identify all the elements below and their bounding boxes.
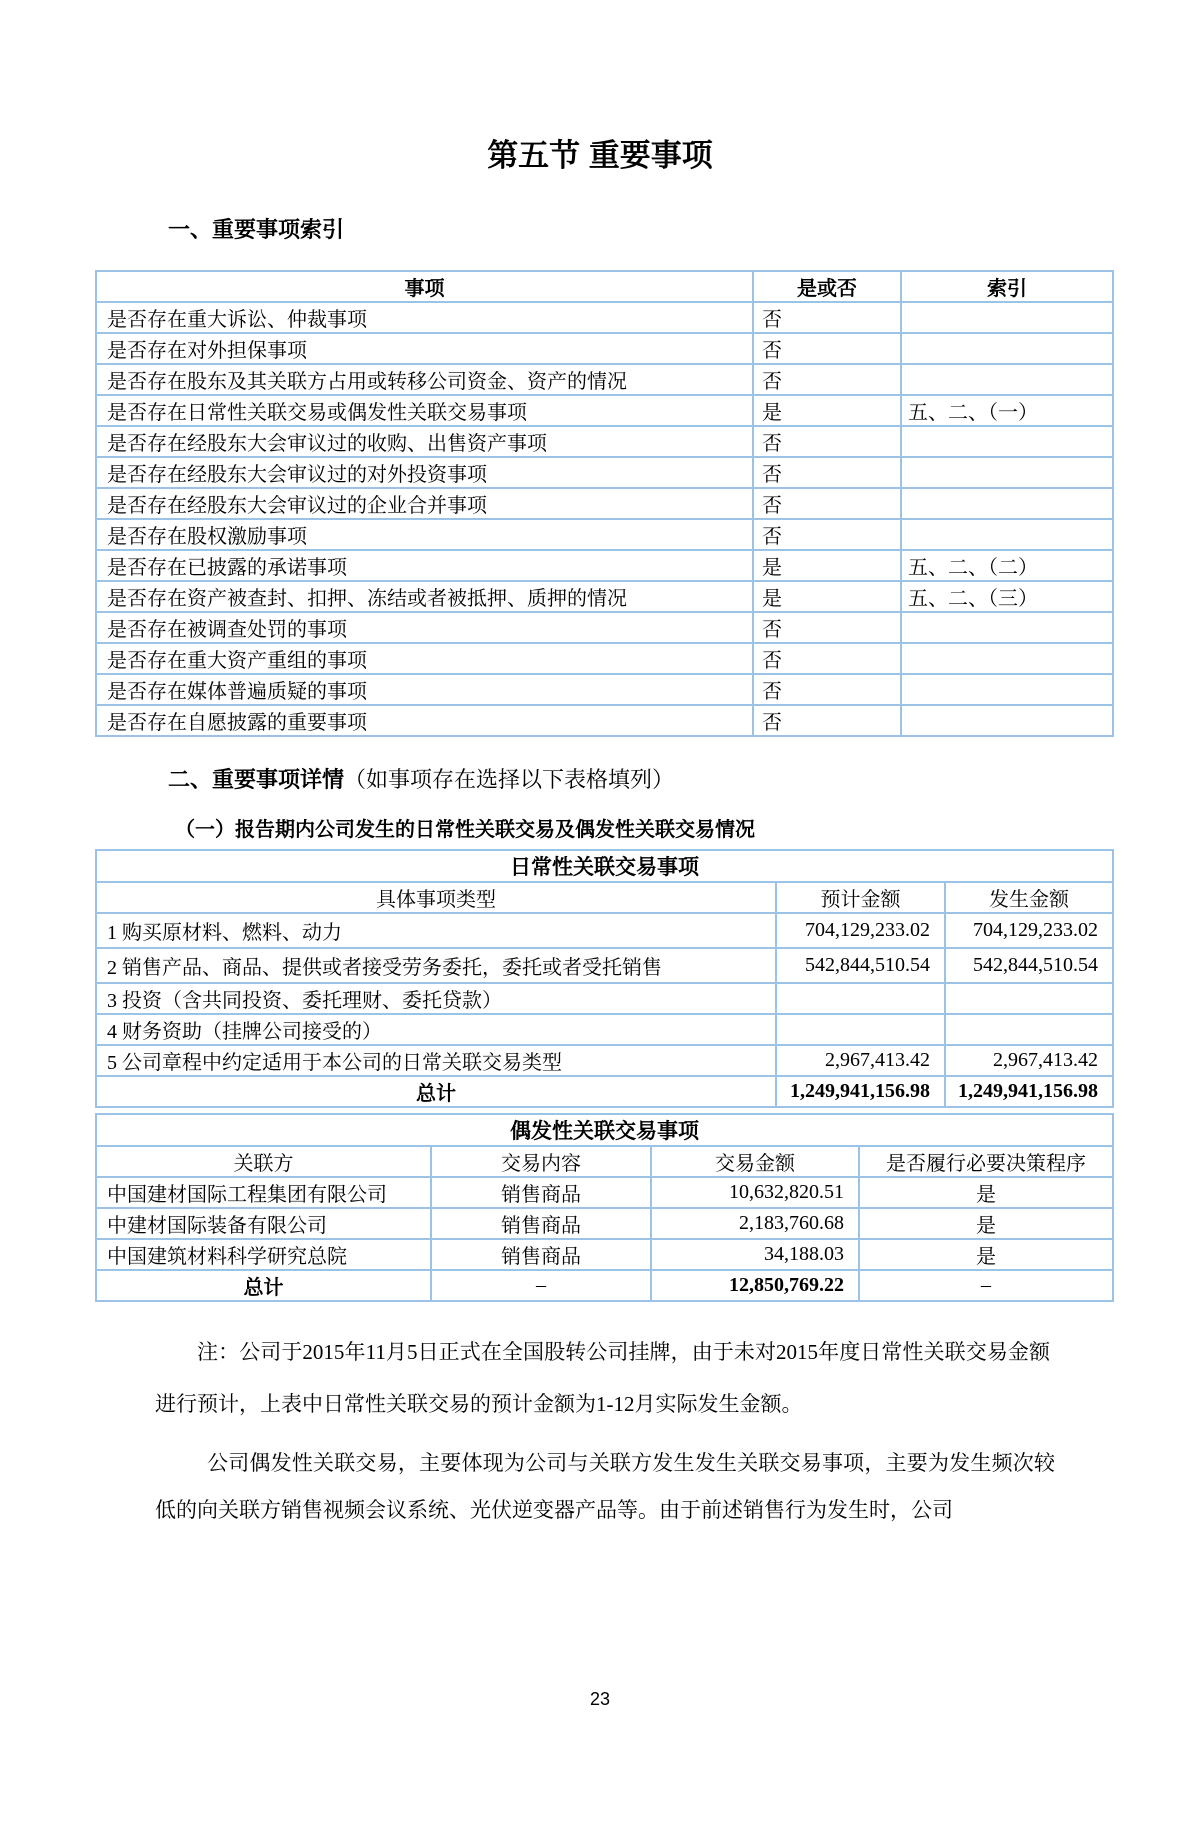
item-cell: 是否存在重大诉讼、仲裁事项: [96, 302, 753, 333]
total-amount-cell: 12,850,769.22: [651, 1270, 859, 1301]
type-cell: 2 销售产品、商品、提供或者接受劳务委托，委托或者受托销售: [96, 948, 776, 983]
index-cell: [901, 302, 1113, 333]
yesno-cell: 否: [753, 519, 901, 550]
total-label-cell: 总计: [96, 1270, 431, 1301]
table-row: [96, 705, 1113, 736]
yesno-cell: 是: [753, 395, 901, 426]
section-index-heading: 一、重要事项索引: [168, 217, 345, 242]
occasional-related-party-table: [95, 1113, 1114, 1302]
section-detail-heading: [168, 765, 1200, 795]
index-cell: [901, 364, 1113, 395]
yesno-cell: 是: [753, 550, 901, 581]
yesno-cell: 否: [753, 426, 901, 457]
page-title: 第五节 重要事项: [487, 138, 713, 173]
index-cell: [901, 674, 1113, 705]
actual-amount-cell: 704,129,233.02: [945, 913, 1113, 948]
column-header-amount: 交易金额: [651, 1146, 859, 1177]
table-row: [96, 643, 1113, 674]
table-total-row: [96, 1076, 1113, 1107]
total-content-dash-cell: –: [431, 1270, 651, 1301]
item-cell: 是否存在自愿披露的重要事项: [96, 705, 753, 736]
occasional-table-title: 偶发性关联交易事项: [96, 1114, 1113, 1146]
index-cell: [901, 426, 1113, 457]
item-cell: 是否存在媒体普遍质疑的事项: [96, 674, 753, 705]
index-cell: [901, 612, 1113, 643]
type-cell: 1 购买原材料、燃料、动力: [96, 913, 776, 948]
estimated-amount-cell: 2,967,413.42: [776, 1045, 945, 1076]
yesno-cell: 否: [753, 488, 901, 519]
procedure-cell: 是: [859, 1239, 1113, 1270]
table-row: [96, 1208, 1113, 1239]
procedure-cell: 是: [859, 1177, 1113, 1208]
total-procedure-dash-cell: –: [859, 1270, 1113, 1301]
estimated-amount-cell: 704,129,233.02: [776, 913, 945, 948]
yesno-cell: 否: [753, 643, 901, 674]
type-cell: 4 财务资助（挂牌公司接受的）: [96, 1014, 776, 1045]
index-cell: [901, 705, 1113, 736]
item-cell: 是否存在对外担保事项: [96, 333, 753, 364]
total-estimated-cell: 1,249,941,156.98: [776, 1076, 945, 1107]
table-header-row: [96, 271, 1113, 302]
yesno-cell: 是: [753, 581, 901, 612]
table-row: [96, 333, 1113, 364]
table-header-row: [96, 1146, 1113, 1177]
important-matters-index-table: [95, 270, 1114, 737]
table-row: [96, 1239, 1113, 1270]
party-cell: 中建材国际装备有限公司: [96, 1208, 431, 1239]
party-cell: 中国建材国际工程集团有限公司: [96, 1177, 431, 1208]
item-cell: 是否存在已披露的承诺事项: [96, 550, 753, 581]
column-header-index: 索引: [901, 271, 1113, 302]
yesno-cell: 否: [753, 333, 901, 364]
index-cell: 五、二、（一）: [901, 395, 1113, 426]
section-detail-heading-paren: （如事项存在选择以下表格填列）: [344, 767, 675, 792]
yesno-cell: 否: [753, 705, 901, 736]
content-cell: 销售商品: [431, 1239, 651, 1270]
item-cell: 是否存在经股东大会审议过的收购、出售资产事项: [96, 426, 753, 457]
yesno-cell: 否: [753, 674, 901, 705]
item-cell: 是否存在股东及其关联方占用或转移公司资金、资产的情况: [96, 364, 753, 395]
item-cell: 是否存在经股东大会审议过的对外投资事项: [96, 457, 753, 488]
table-row: [96, 674, 1113, 705]
table-row: [96, 364, 1113, 395]
index-cell: 五、二、（二）: [901, 550, 1113, 581]
table-total-row: [96, 1270, 1113, 1301]
daily-related-party-table: [95, 849, 1114, 1108]
actual-amount-cell: 2,967,413.42: [945, 1045, 1113, 1076]
column-header-yesno: 是或否: [753, 271, 901, 302]
column-header-content: 交易内容: [431, 1146, 651, 1177]
content-cell: 销售商品: [431, 1177, 651, 1208]
table-row: [96, 395, 1113, 426]
table-row: [96, 612, 1113, 643]
item-cell: 是否存在股权激励事项: [96, 519, 753, 550]
table-header-row: [96, 882, 1113, 913]
yesno-cell: 否: [753, 302, 901, 333]
index-cell: [901, 643, 1113, 674]
table-row: [96, 1014, 1113, 1045]
table-row: [96, 913, 1113, 948]
index-cell: [901, 333, 1113, 364]
column-header-procedure: 是否履行必要决策程序: [859, 1146, 1113, 1177]
index-cell: [901, 519, 1113, 550]
column-header-item: 事项: [96, 271, 753, 302]
yesno-cell: 否: [753, 364, 901, 395]
column-header-estimated: 预计金额: [776, 882, 945, 913]
index-cell: [901, 457, 1113, 488]
item-cell: 是否存在日常性关联交易或偶发性关联交易事项: [96, 395, 753, 426]
estimated-amount-cell: 542,844,510.54: [776, 948, 945, 983]
table-span-title-row: [96, 1114, 1113, 1146]
table-row: [96, 488, 1113, 519]
item-cell: 是否存在被调查处罚的事项: [96, 612, 753, 643]
table-row: [96, 457, 1113, 488]
table-row: [96, 948, 1113, 983]
index-cell: 五、二、（三）: [901, 581, 1113, 612]
item-cell: 是否存在重大资产重组的事项: [96, 643, 753, 674]
subsection-heading: （一）报告期内公司发生的日常性关联交易及偶发性关联交易情况: [175, 819, 755, 841]
item-cell: 是否存在经股东大会审议过的企业合并事项: [96, 488, 753, 519]
table-row: [96, 302, 1113, 333]
table-row: [96, 1177, 1113, 1208]
index-cell: [901, 488, 1113, 519]
column-header-actual: 发生金额: [945, 882, 1113, 913]
amount-cell: 10,632,820.51: [651, 1177, 859, 1208]
table-span-title-row: [96, 850, 1113, 882]
amount-cell: 2,183,760.68: [651, 1208, 859, 1239]
total-actual-cell: 1,249,941,156.98: [945, 1076, 1113, 1107]
actual-amount-cell: 542,844,510.54: [945, 948, 1113, 983]
estimated-amount-cell: [776, 983, 945, 1014]
yesno-cell: 否: [753, 612, 901, 643]
note-paragraph: 注：公司于2015年11月5日正式在全国股转公司挂牌，由于未对2015年度日常性关联交易金额进行预计，上表中日常性关联交易的预计金额为1-12月实际发生金额。: [155, 1340, 1050, 1416]
table-row: [96, 983, 1113, 1014]
amount-cell: 34,188.03: [651, 1239, 859, 1270]
table-row: [96, 550, 1113, 581]
section-detail-heading-main: 二、重要事项详情: [168, 767, 345, 792]
total-label-cell: 总计: [96, 1076, 776, 1107]
table-row: [96, 519, 1113, 550]
column-header-party: 关联方: [96, 1146, 431, 1177]
type-cell: 3 投资（含共同投资、委托理财、委托贷款）: [96, 983, 776, 1014]
item-cell: 是否存在资产被查封、扣押、冻结或者被抵押、质押的情况: [96, 581, 753, 612]
estimated-amount-cell: [776, 1014, 945, 1045]
table-row: [96, 581, 1113, 612]
table-row: [96, 426, 1113, 457]
daily-table-title: 日常性关联交易事项: [96, 850, 1113, 882]
yesno-cell: 否: [753, 457, 901, 488]
actual-amount-cell: [945, 983, 1113, 1014]
page-number: 23: [589, 1689, 611, 1709]
procedure-cell: 是: [859, 1208, 1113, 1239]
content-cell: 销售商品: [431, 1208, 651, 1239]
column-header-type: 具体事项类型: [96, 882, 776, 913]
actual-amount-cell: [945, 1014, 1113, 1045]
type-cell: 5 公司章程中约定适用于本公司的日常关联交易类型: [96, 1045, 776, 1076]
party-cell: 中国建筑材料科学研究总院: [96, 1239, 431, 1270]
body-paragraph: 公司偶发性关联交易，主要体现为公司与关联方发生发生关联交易事项，主要为发生频次较低的向关联方销售视频会议系统、光伏逆变器产品等。由于前述销售行为发生时，公司: [155, 1451, 1055, 1522]
table-row: [96, 1045, 1113, 1076]
